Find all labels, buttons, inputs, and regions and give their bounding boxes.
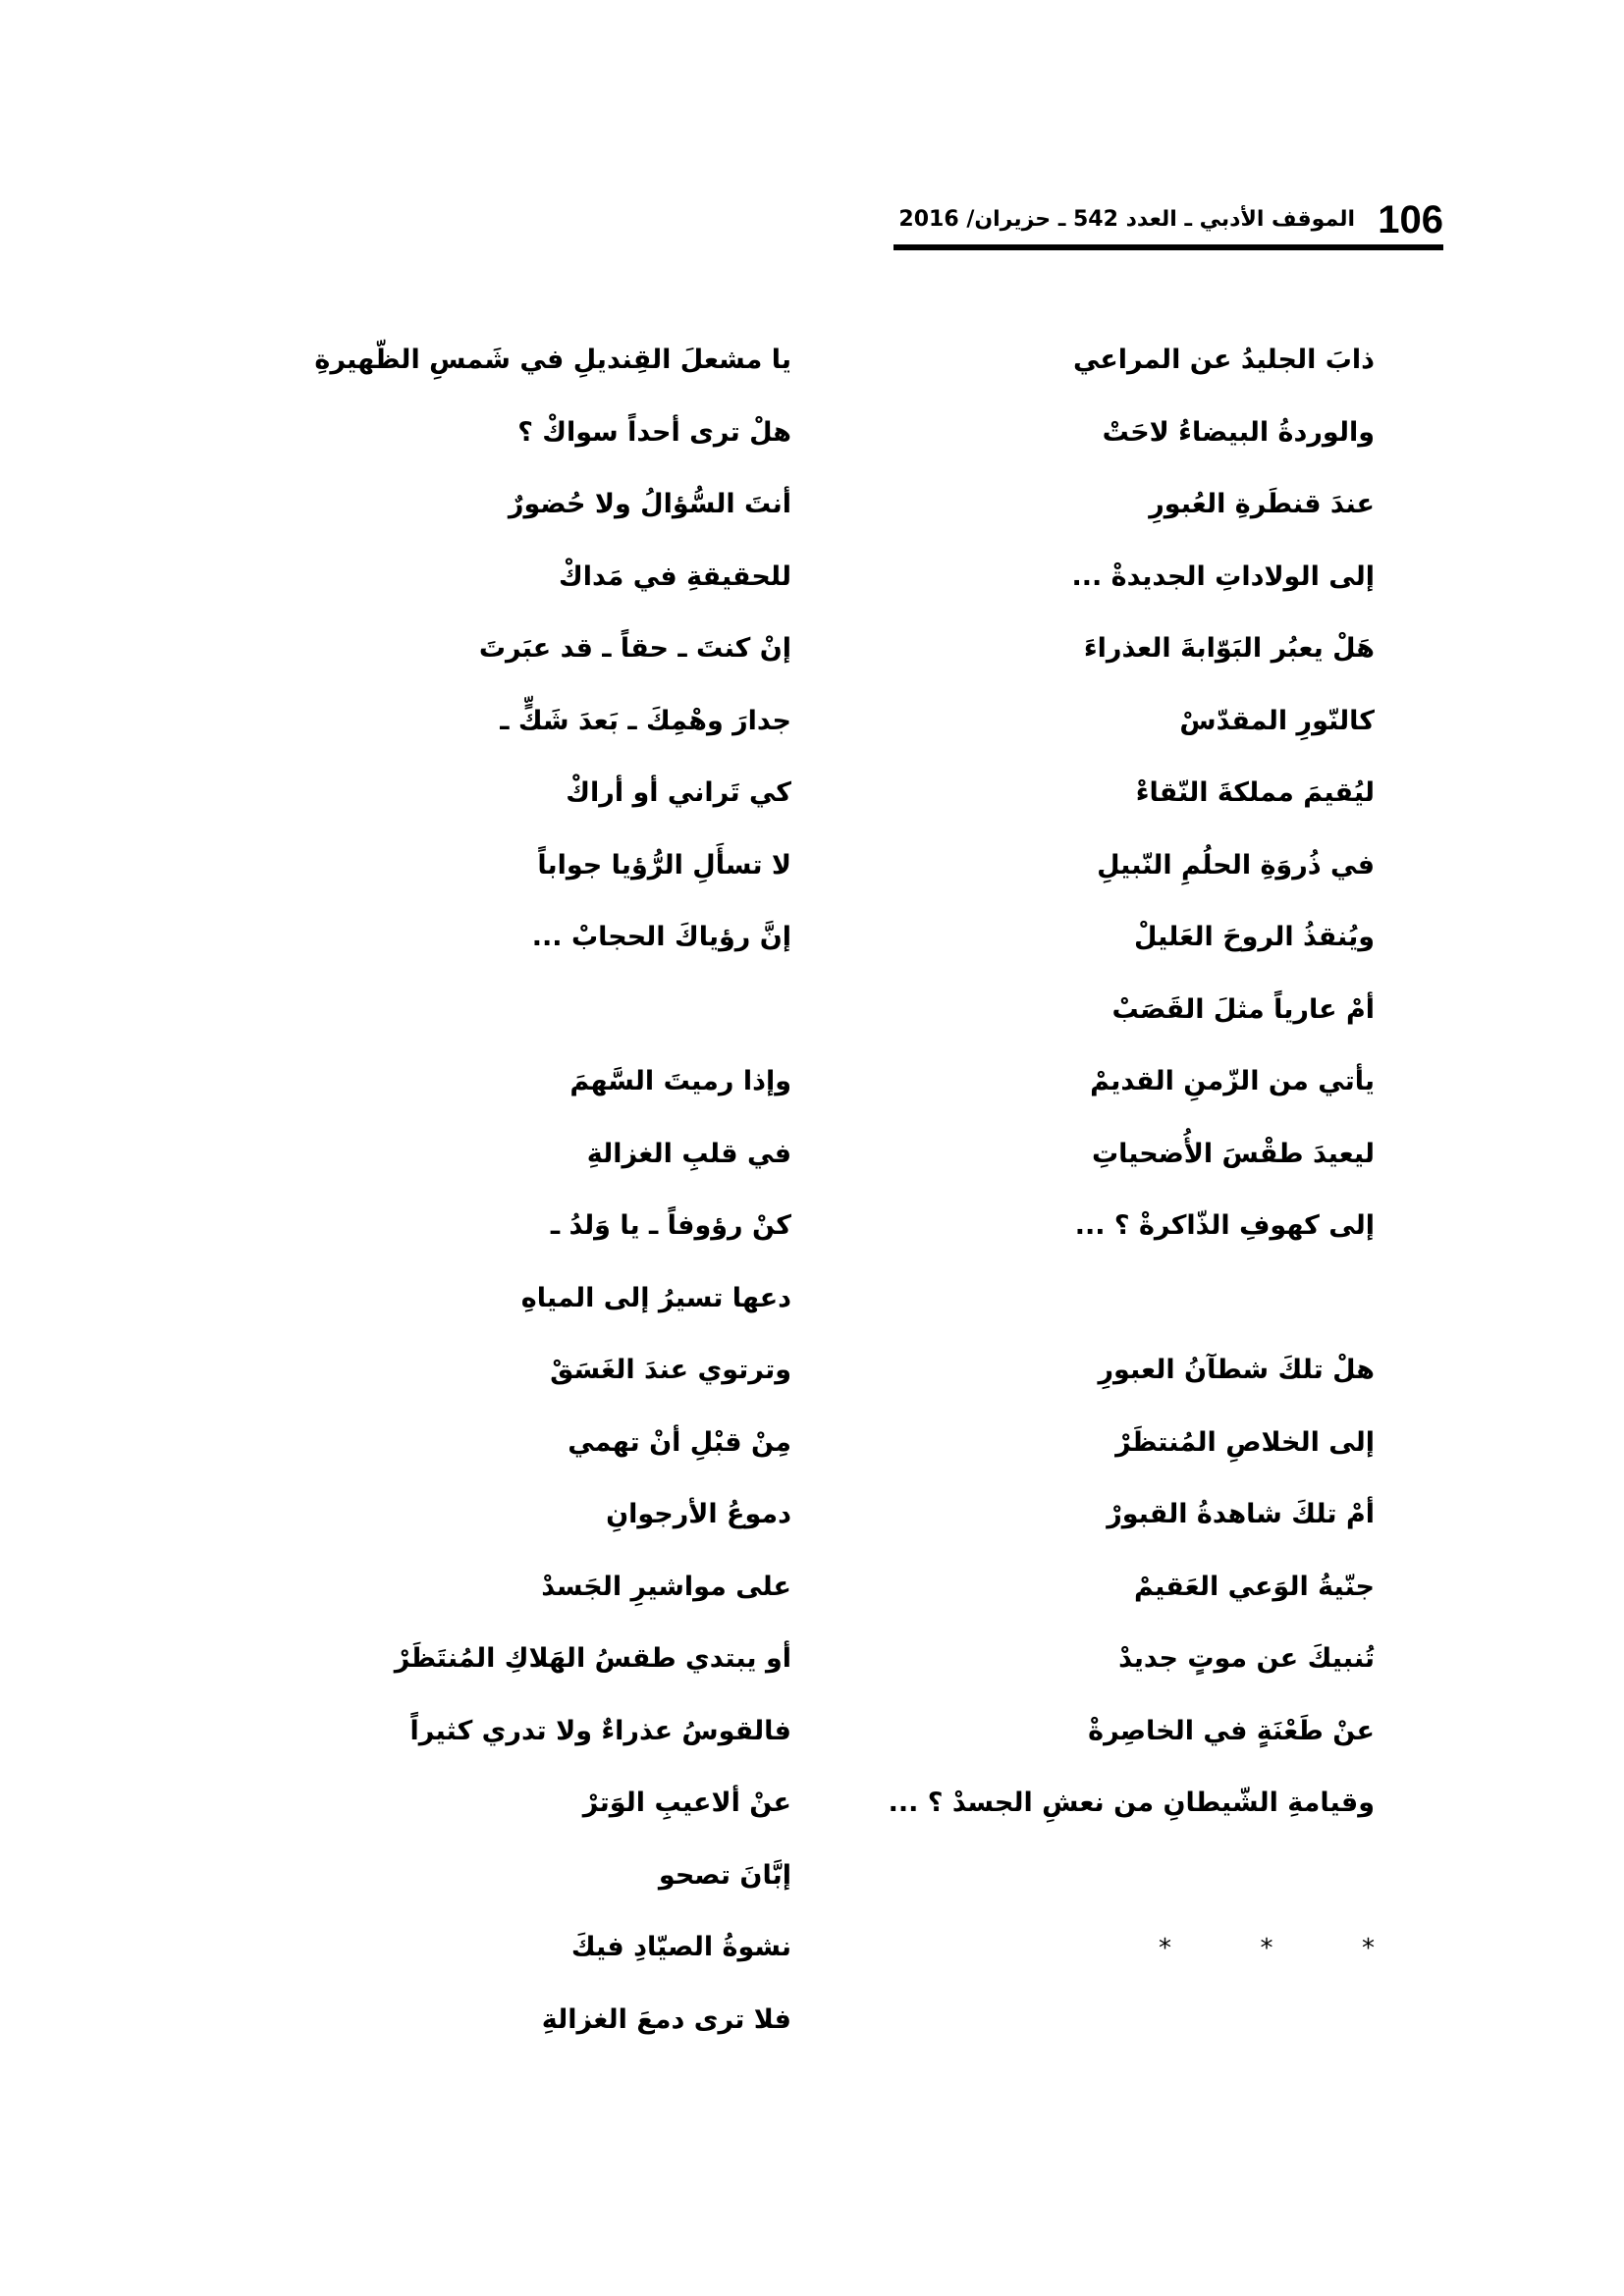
verse-line: نشوةُ الصيّادِ فيكَ: [570, 1932, 791, 1962]
verse-line: هلْ ترى أحداً سواكْ ؟: [517, 416, 791, 448]
verse-line: ذابَ الجليدُ عن المراعي: [1073, 345, 1375, 375]
verse-line: أو يبتدي طقسُ الهَلاكِ المُنتَظَرْ: [394, 1643, 791, 1674]
verse-line: إلى الخلاصِ المُنتظَرْ: [1115, 1426, 1375, 1458]
asterisk-icon: *: [1362, 1934, 1375, 1963]
verse-line: وإذا رميتَ السَّهمَ: [569, 1066, 791, 1096]
verse-line: أمْ تلكَ شاهدةُ القبورْ: [1107, 1499, 1375, 1529]
verse-line: تُنبيكَ عن موتٍ جديدْ: [1118, 1643, 1375, 1674]
verse-line: يأتي من الزّمنِ القديمْ: [1090, 1066, 1375, 1096]
verse-line: دموعُ الأرجوانِ: [606, 1499, 791, 1529]
verse-line: ويُنقذُ الروحَ العَليلْ: [1134, 922, 1375, 952]
verse-line: يا مشعلَ القِنديلِ في شَمسِ الظّهيرةِ: [314, 345, 791, 375]
verse-line: إلى الولاداتِ الجديدةْ ...: [1071, 561, 1375, 592]
verse-line: دعها تسيرُ إلى المياهِ: [520, 1282, 791, 1313]
poem-column-right: [825, 324, 1375, 1840]
verse-line: إنْ كنتَ ـ حقاً ـ قد عبَرتَ: [478, 633, 791, 664]
poem-column-left: [242, 324, 791, 2056]
page-header: [893, 192, 1443, 247]
header-rule: [893, 244, 1443, 250]
verse-line: ليُقيمَ مملكةَ النّقاءْ: [1135, 777, 1375, 808]
verse-line: هَلْ يعبُر البَوّابةَ العذراءَ: [1083, 633, 1375, 664]
stanza-gap: [825, 1262, 1375, 1335]
verse-line: على مواشيرِ الجَسدْ: [541, 1571, 791, 1602]
verse-line: إبَّانَ تصحو: [658, 1859, 791, 1891]
running-head: الموقف الأدبي ـ العدد 542 ـ حزيران/ 2016: [898, 207, 1355, 232]
verse-line: أنتَ السُّؤالُ ولا حُضورٌ: [508, 489, 791, 519]
section-separator: [1159, 1919, 1375, 1978]
verse-line: كالنّورِ المقدّسْ: [1179, 705, 1375, 736]
verse-line: والوردةُ البيضاءُ لاحَتْ: [1102, 416, 1375, 448]
verse-line: وترتوي عندَ الغَسَقْ: [550, 1355, 791, 1385]
verse-line: ليعيدَ طقْسَ الأُضحياتِ: [1091, 1138, 1375, 1169]
stanza-gap: [242, 974, 791, 1046]
verse-line: أمْ عارياً مثلَ القَصَبْ: [1111, 993, 1375, 1025]
verse-line: عندَ قنطَرةِ العُبورِ: [1149, 489, 1375, 519]
verse-line: في ذُروَةِ الحلُمِ النّبيلِ: [1097, 849, 1375, 881]
verse-line: عنْ طَعْنَةٍ في الخاصِرةْ: [1088, 1715, 1375, 1746]
verse-line: جدارَ وهْمِكَ ـ بَعدَ شَكٍّ ـ: [500, 705, 791, 736]
verse-line: فلا ترى دمعَ الغزالةِ: [541, 2003, 791, 2035]
verse-line: هلْ تلكَ شطآنُ العبورِ: [1098, 1355, 1375, 1385]
verse-line: وقيامةِ الشّيطانِ من نعشِ الجسدْ ؟ ...: [888, 1788, 1375, 1818]
verse-line: في قلبِ الغزالةِ: [586, 1138, 791, 1169]
verse-line: إلى كهوفِ الذّاكرةْ ؟ ...: [1074, 1210, 1375, 1241]
verse-line: عنْ ألاعيبِ الوَترْ: [582, 1788, 791, 1818]
verse-line: للحقيقةِ في مَداكْ: [559, 561, 791, 592]
verse-line: كي تَراني أو أراكْ: [566, 777, 791, 808]
verse-line: لا تسأَلِ الرُّؤيا جواباً: [537, 849, 791, 881]
verse-line: جنّيةُ الوَعي العَقيمْ: [1133, 1571, 1375, 1602]
asterisk-icon: *: [1159, 1934, 1171, 1963]
page-number: 106: [1378, 198, 1443, 241]
asterisk-icon: *: [1260, 1934, 1273, 1963]
verse-line: كنْ رؤوفاً ـ يا وَلدُ ـ: [550, 1210, 791, 1241]
verse-line: مِنْ قبْلِ أنْ تهمي: [568, 1426, 791, 1458]
verse-line: فالقوسُ عذراءٌ ولا تدري كثيراً: [409, 1715, 791, 1746]
verse-line: إنَّ رؤياكَ الحجابْ ...: [531, 922, 791, 952]
